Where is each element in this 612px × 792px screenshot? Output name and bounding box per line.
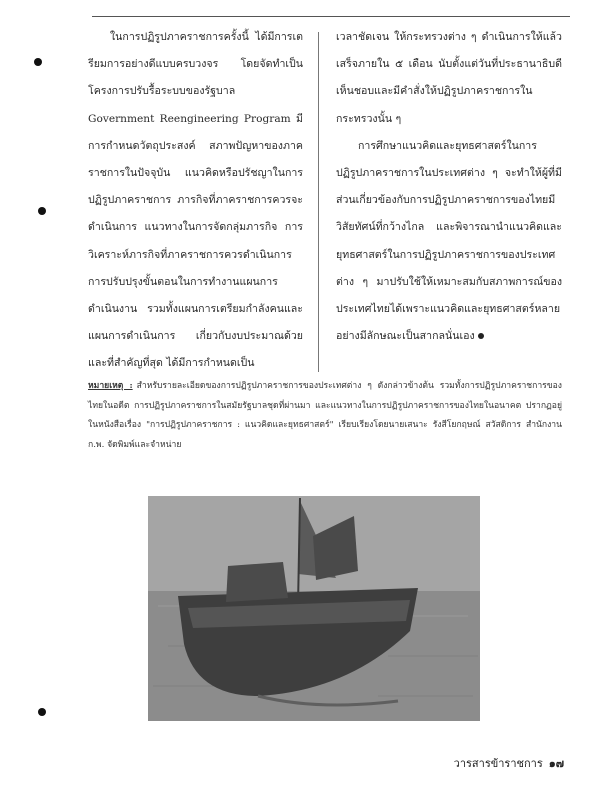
footnote-text: สำหรับรายละเอียดของการปฏิรูปภาคราชการของประเทศต่าง ๆ ดังกล่าวข้างต้น รวมทั้งการปฏิรูปภาคราชการของไทยในอดีต การปฏิรูปภาคราชการในสมัยรัฐบาลชุดที่ผ่านมา และแนวทางในการปฏิรูปภาคราชการของไทยในอนาคต ปรากฏอยู่ในหนังสือเรื่อง "การปฏิรูปภาคราชการ : แนวคิดและยุทธศาสตร์" เรียบเรียงโดยนายเสนาะ รังสีโยกฤษณ์ สวัสดิการ สำนักงาน ก.พ. จัดพิมพ์และจำหน่าย: [88, 381, 562, 450]
right-column-continuation: เวลาชัดเจน ให้กระทรวงต่าง ๆ ดำเนินการให้แล้วเสร็จภายใน ๕ เดือน นับตั้งแต่วันที่ประธานาธิบดีเห็นชอบและมีคำสั่งให้ปฏิรูปภาคราชการในกระทรวงนั้น ๆ: [336, 31, 562, 125]
sailboat-photo: [148, 496, 480, 721]
right-column-paragraph-text: การศึกษาแนวคิดและยุทธศาสตร์ในการปฏิรูปภาคราชการในประเทศต่าง ๆ จะทำให้ผู้ที่มีส่วนเกี่ยวข้องกับการปฏิรูปภาคราชการของไทยมีวิสัยทัศน์ที่กว้างไกล และพิจารณานำแนวคิดและยุทธศาสตร์ในการปฏิรูปภาคราชการของประเทศต่าง ๆ มาปรับใช้ให้เหมาะสมกับสภาพการณ์ของประเทศไทยได้เพราะแนวคิดและยุทธศาสตร์หลายอย่างมีลักษณะเป็นสากลนั่นเอง: [336, 139, 562, 343]
left-column: [88, 24, 303, 378]
sailboat-photo-illustration: [148, 496, 480, 721]
footnote: [88, 377, 562, 455]
binder-hole-top: [34, 58, 42, 66]
page-footer: [440, 754, 564, 772]
header-rule: [92, 16, 570, 17]
column-divider: [318, 32, 319, 372]
binder-hole-middle: [38, 207, 46, 215]
right-column: [336, 24, 562, 350]
left-column-paragraph: ในการปฏิรูปภาคราชการครั้งนี้ ได้มีการเตรียมการอย่างดีแบบครบวงจร โดยจัดทำเป็นโครงการปรับรื้อระบบของรัฐบาล Government Reengineering Program มีการกำหนดวัตถุประสงค์ สภาพปัญหาของภาคราชการในปัจจุบัน แนวคิดหรือปรัชญาในการปฏิรูปภาคราชการ ภารกิจที่ภาคราชการควรจะดำเนินการ แนวทางในการจัดกลุ่มภารกิจ การวิเคราะห์ภารกิจที่ภาคราชการควรดำเนินการ การปรับปรุงขั้นตอนในการทำงานแผนการดำเนินงาน รวมทั้งแผนการเตรียมกำลังคนและแผนการดำเนินการ เกี่ยวกับงบประมาณด้วย และที่สำคัญที่สุด ได้มีการกำหนดเป็น: [88, 31, 303, 370]
end-of-article-bullet-icon: [478, 333, 484, 339]
journal-title: วารสารข้าราชการ: [453, 757, 543, 770]
page-number: ๑๗: [548, 757, 564, 770]
binder-hole-bottom: [38, 708, 46, 716]
photo-cabin: [226, 562, 288, 602]
footnote-label: หมายเหตุ :: [88, 381, 133, 391]
right-column-paragraph: [336, 133, 562, 351]
